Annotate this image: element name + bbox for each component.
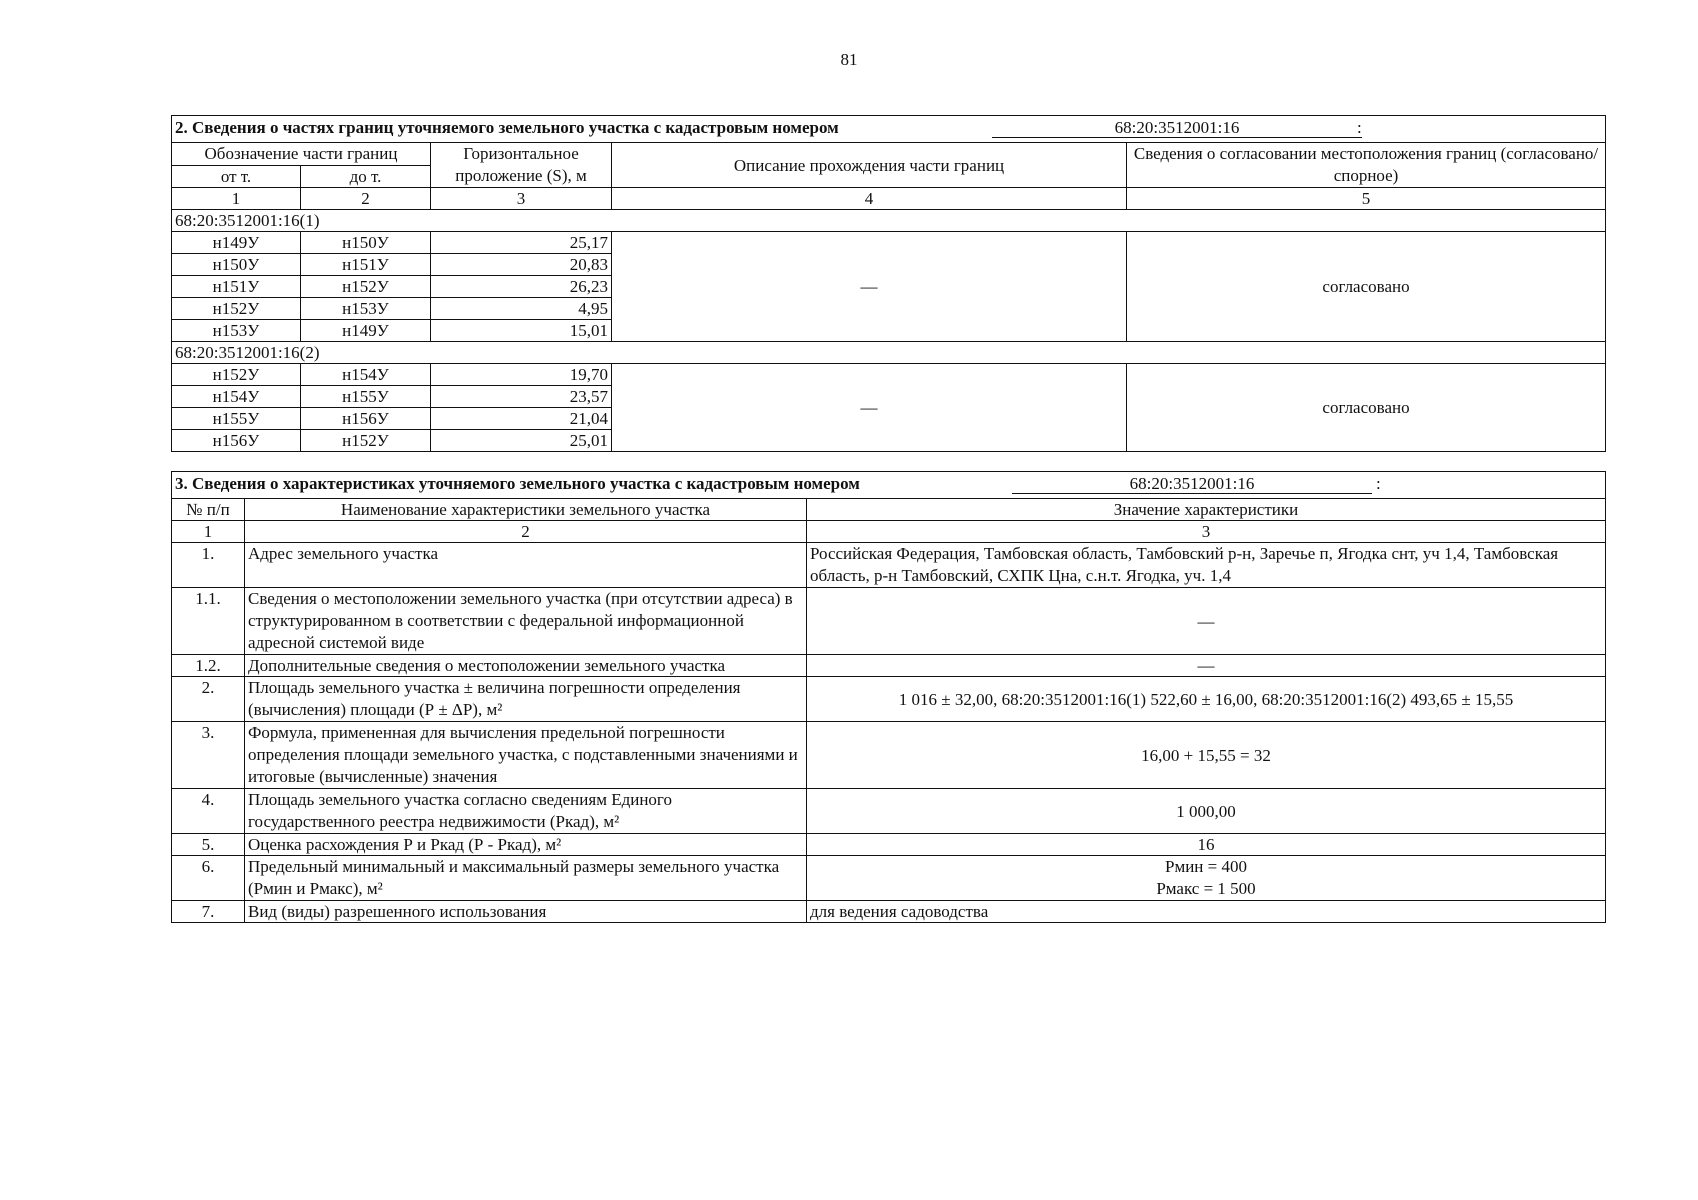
row-num: 3.: [172, 722, 245, 789]
point-from: н152У: [172, 298, 301, 320]
point-to: н152У: [301, 276, 431, 298]
section-3-colon: :: [1376, 474, 1381, 493]
header-name: Наименование характеристики земельного участка: [245, 499, 807, 521]
page-number: 81: [840, 50, 858, 69]
row-value: 16,00 + 15,55 = 32: [807, 722, 1606, 789]
row-name: Площадь земельного участка согласно сведениям Единого государственного реестра недвижимости (Ркад), м²: [245, 789, 807, 834]
row-value: —: [807, 588, 1606, 655]
header-value: Значение характеристики: [807, 499, 1606, 521]
part-description: —: [612, 232, 1127, 342]
row-num: 5.: [172, 834, 245, 856]
row-value: Российская Федерация, Тамбовская область, Тамбовский р-н, Заречье п, Ягодка снт, уч 1,4, Тамбовская область, р-н Тамбовский, СХПК Цна, с.н.т. Ягодка, уч. 1,4: [807, 543, 1606, 588]
horizontal-distance: 21,04: [431, 408, 612, 430]
part-label: 68:20:3512001:16(2): [172, 342, 1606, 364]
point-from: н156У: [172, 430, 301, 452]
header-description: Описание прохождения части границ: [612, 143, 1127, 188]
point-to: н152У: [301, 430, 431, 452]
horizontal-distance: 4,95: [431, 298, 612, 320]
row-value: 16: [807, 834, 1606, 856]
section-2-cadastral-number: 68:20:3512001:16: [992, 116, 1362, 138]
point-from: н151У: [172, 276, 301, 298]
row-value: 1 000,00: [807, 789, 1606, 834]
section-2-title-cell: [172, 116, 1606, 143]
part-agreement: согласовано: [1127, 232, 1606, 342]
col-number-3: 3: [807, 521, 1606, 543]
row-name: Площадь земельного участка ± величина погрешности определения (вычисления) площади (Р ± ΔР), м²: [245, 677, 807, 722]
horizontal-distance: 15,01: [431, 320, 612, 342]
point-from: н153У: [172, 320, 301, 342]
row-value: 1 016 ± 32,00, 68:20:3512001:16(1) 522,60 ± 16,00, 68:20:3512001:16(2) 493,65 ± 15,55: [807, 677, 1606, 722]
point-from: н152У: [172, 364, 301, 386]
col-number-1: 1: [172, 188, 301, 210]
header-from: от т.: [172, 165, 301, 188]
horizontal-distance: 25,01: [431, 430, 612, 452]
horizontal-distance: 20,83: [431, 254, 612, 276]
point-to: н151У: [301, 254, 431, 276]
horizontal-distance: 25,17: [431, 232, 612, 254]
row-num: 2.: [172, 677, 245, 722]
row-num: 1.2.: [172, 655, 245, 677]
point-to: н155У: [301, 386, 431, 408]
point-to: н150У: [301, 232, 431, 254]
header-num: № п/п: [172, 499, 245, 521]
row-num: 7.: [172, 901, 245, 923]
row-name: Предельный минимальный и максимальный размеры земельного участка (Рмин и Рмакс), м²: [245, 856, 807, 901]
part-label: 68:20:3512001:16(1): [172, 210, 1606, 232]
characteristics-table: [171, 471, 1606, 923]
col-number-2: 2: [245, 521, 807, 543]
point-to: н154У: [301, 364, 431, 386]
row-name: Дополнительные сведения о местоположении земельного участка: [245, 655, 807, 677]
row-value: —: [807, 655, 1606, 677]
col-number-4: 4: [612, 188, 1127, 210]
value-min-line: Рмин = 400: [1165, 857, 1247, 876]
part-description: —: [612, 364, 1127, 452]
horizontal-distance: 19,70: [431, 364, 612, 386]
row-name: Вид (виды) разрешенного использования: [245, 901, 807, 923]
section-3-title: 3. Сведения о характеристиках уточняемого земельного участка с кадастровым номером: [175, 474, 860, 493]
col-number-1: 1: [172, 521, 245, 543]
header-horizontal: Горизонтальное проложение (S), м: [431, 143, 612, 188]
row-value: [807, 856, 1606, 901]
col-number-2: 2: [301, 188, 431, 210]
point-from: н154У: [172, 386, 301, 408]
row-value: для ведения садоводства: [807, 901, 1606, 923]
row-num: 4.: [172, 789, 245, 834]
point-from: н149У: [172, 232, 301, 254]
value-max-line: Рмакс = 1 500: [1156, 879, 1256, 898]
point-to: н149У: [301, 320, 431, 342]
col-number-5: 5: [1127, 188, 1606, 210]
row-num: 1.1.: [172, 588, 245, 655]
section-2-colon: :: [1357, 118, 1362, 137]
section-3-title-cell: [172, 472, 1606, 499]
col-number-3: 3: [431, 188, 612, 210]
point-from: н155У: [172, 408, 301, 430]
point-to: н153У: [301, 298, 431, 320]
header-designation: Обозначение части границ: [172, 143, 431, 166]
point-from: н150У: [172, 254, 301, 276]
section-3-cadastral-number: 68:20:3512001:16: [1012, 472, 1372, 494]
section-2-title: 2. Сведения о частях границ уточняемого земельного участка с кадастровым номером: [175, 118, 839, 137]
row-name: Адрес земельного участка: [245, 543, 807, 588]
row-num: 1.: [172, 543, 245, 588]
row-name: Формула, примененная для вычисления предельной погрешности определения площади земельного участка, с подставленными значениями и итоговые (вычисленные) значения: [245, 722, 807, 789]
header-to: до т.: [301, 165, 431, 188]
part-agreement: согласовано: [1127, 364, 1606, 452]
horizontal-distance: 23,57: [431, 386, 612, 408]
row-name: Сведения о местоположении земельного участка (при отсутствии адреса) в структурированном в соответствии с федеральной информационной адресной системой виде: [245, 588, 807, 655]
horizontal-distance: 26,23: [431, 276, 612, 298]
point-to: н156У: [301, 408, 431, 430]
row-name: Оценка расхождения Р и Ркад (Р - Ркад), м²: [245, 834, 807, 856]
boundary-parts-table: [171, 115, 1606, 452]
row-num: 6.: [172, 856, 245, 901]
header-agreement: Сведения о согласовании местоположения границ (согласовано/спорное): [1127, 143, 1606, 188]
